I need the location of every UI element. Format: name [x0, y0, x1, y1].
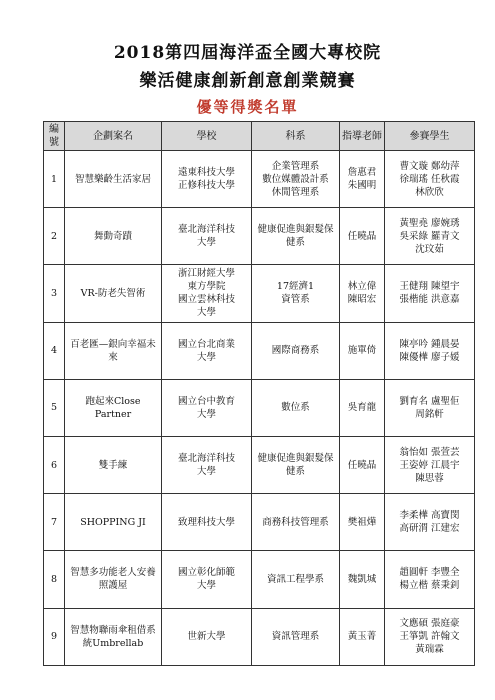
- table-header-row: [44, 122, 475, 151]
- title-line-2: 樂活健康創新創意創業競賽: [139, 71, 356, 91]
- cell-teacher: [340, 494, 385, 551]
- cell-students-line: 王健翔 陳望宇: [399, 281, 460, 293]
- cell-teacher-line: 吳育龍: [347, 402, 377, 414]
- cell-teacher-line: 陳昭宏: [347, 294, 377, 306]
- cell-no: 9: [44, 608, 65, 665]
- cell-school-line: 臺北海洋科技: [177, 224, 235, 236]
- cell-students-line: 徐瑞瑤 任秋霞: [399, 173, 460, 185]
- cell-school: [162, 151, 252, 208]
- cell-students: [385, 208, 475, 265]
- cell-project: 跑起來Close Partner: [65, 379, 162, 436]
- cell-students: [385, 265, 475, 322]
- cell-students-line: 曹文璇 鄭幼萍: [399, 160, 460, 172]
- cell-students-line: 林欣欣: [415, 186, 444, 198]
- cell-school: [162, 265, 252, 322]
- cell-school-line: 正修科技大學: [177, 180, 235, 192]
- awards-table: [43, 121, 475, 666]
- cell-dept: [252, 379, 340, 436]
- cell-dept-line: 資訊管理系: [271, 631, 320, 643]
- cell-school-line: 東方學院: [187, 281, 226, 293]
- cell-school-line: 大學: [196, 237, 216, 249]
- cell-school-line: 國立台北商業: [177, 338, 235, 350]
- cell-dept-line: 企業管理系: [271, 160, 320, 172]
- cell-dept: [252, 322, 340, 379]
- table-row: [44, 436, 475, 493]
- cell-teacher-line: 任曉晶: [347, 230, 377, 242]
- cell-students: [385, 494, 475, 551]
- cell-students-line: 張楷能 洪意嘉: [399, 294, 460, 306]
- cell-dept: [252, 494, 340, 551]
- cell-students-line: 劉育名 盧聖佢: [399, 395, 460, 407]
- cell-school-line: 國立台中教育: [177, 395, 235, 407]
- cell-teacher: [340, 322, 385, 379]
- header-school: 學校: [162, 122, 252, 151]
- cell-project: SHOPPING JI: [65, 494, 162, 551]
- cell-no: 7: [44, 494, 65, 551]
- cell-students-line: 王箏凱 許翰文: [399, 631, 460, 643]
- cell-project: 智慧樂齡生活家居: [65, 151, 162, 208]
- cell-school-line: 大學: [196, 408, 216, 420]
- cell-students: [385, 379, 475, 436]
- table-row: [44, 208, 475, 265]
- cell-no: 4: [44, 322, 65, 379]
- cell-teacher: [340, 208, 385, 265]
- header-students: 參賽學生: [385, 122, 475, 151]
- cell-teacher: [340, 436, 385, 493]
- cell-school-line: 大學: [196, 307, 216, 319]
- cell-students-line: 陳亭吟 鍾晨晏: [399, 338, 460, 350]
- cell-no: 5: [44, 379, 65, 436]
- cell-school: [162, 551, 252, 608]
- cell-teacher: [340, 551, 385, 608]
- table-row: [44, 322, 475, 379]
- cell-no: 8: [44, 551, 65, 608]
- cell-students: [385, 322, 475, 379]
- cell-dept-line: 數位系: [281, 402, 310, 414]
- header-teacher: 指導老師: [340, 122, 385, 151]
- cell-school-line: 大學: [196, 351, 216, 363]
- cell-school-line: 大學: [196, 580, 216, 592]
- cell-students-line: 黃聖堯 廖婉琇: [399, 217, 460, 229]
- cell-students-line: 陳優樺 廖子媛: [399, 351, 460, 363]
- cell-dept-line: 商務科技管理系: [262, 516, 329, 528]
- title-line-1: 2018第四屆海洋盃全國大專校院: [113, 43, 382, 63]
- cell-dept: [252, 151, 340, 208]
- cell-students-line: 王姿婷 江晨宇: [399, 459, 460, 471]
- cell-teacher: [340, 608, 385, 665]
- cell-school-line: 致理科技大學: [177, 516, 235, 528]
- cell-project: 智慧多功能老人安養照護屋: [65, 551, 162, 608]
- cell-school-line: 臺北海洋科技: [177, 453, 235, 465]
- cell-school: [162, 322, 252, 379]
- cell-students-line: 沈玟茹: [415, 243, 444, 255]
- cell-school-line: 浙江財經大學: [177, 268, 235, 280]
- table-row: [44, 494, 475, 551]
- cell-teacher-line: 任曉晶: [347, 459, 377, 471]
- cell-school: [162, 436, 252, 493]
- cell-school-line: 大學: [196, 466, 216, 478]
- cell-teacher: [340, 151, 385, 208]
- cell-dept: [252, 551, 340, 608]
- cell-teacher-line: 魏凱城: [347, 573, 377, 585]
- table-row: [44, 151, 475, 208]
- cell-students-line: 陳思蓉: [415, 472, 444, 484]
- cell-students: [385, 436, 475, 493]
- cell-school-line: 遠東科技大學: [177, 167, 235, 179]
- cell-dept-line: 數位媒體設計系: [262, 173, 329, 185]
- cell-project: 智慧物聯雨傘租借系統Umbrellab: [65, 608, 162, 665]
- subtitle: 優等得獎名單: [196, 98, 299, 116]
- cell-dept-line: 健康促進與銀髮保健系: [257, 453, 334, 478]
- cell-teacher: [340, 265, 385, 322]
- cell-dept-line: 17經濟1: [276, 281, 315, 293]
- cell-students: [385, 151, 475, 208]
- cell-project: 舞動奇蹟: [65, 208, 162, 265]
- cell-dept: [252, 265, 340, 322]
- cell-teacher-line: 朱國明: [347, 180, 377, 192]
- cell-school: [162, 208, 252, 265]
- cell-dept-line: 國際商務系: [271, 345, 320, 357]
- cell-dept-line: 資管系: [281, 294, 310, 306]
- cell-school-line: 國立雲林科技: [177, 294, 235, 306]
- table-row: [44, 379, 475, 436]
- cell-students-line: 文應碩 張庭豪: [399, 618, 460, 630]
- cell-teacher-line: 林立偉: [347, 281, 377, 293]
- cell-project: 百老匯—銀向幸福未來: [65, 322, 162, 379]
- cell-dept-line: 休閒管理系: [271, 186, 320, 198]
- cell-teacher: [340, 379, 385, 436]
- cell-dept: [252, 436, 340, 493]
- cell-students-line: 高研渭 江建宏: [399, 523, 460, 535]
- cell-students-line: 李柔樺 高寶閔: [399, 510, 460, 522]
- cell-students-line: 周銘軒: [415, 408, 444, 420]
- cell-teacher-line: 施單倚: [347, 345, 377, 357]
- table-body: [44, 151, 475, 666]
- cell-students-line: 吳采綠 羅青文: [399, 230, 460, 242]
- cell-students-line: 楊立楷 蔡秉釗: [399, 580, 460, 592]
- cell-no: 6: [44, 436, 65, 493]
- header-no: 編號: [44, 122, 65, 151]
- cell-dept-line: 健康促進與銀髮保健系: [257, 224, 334, 249]
- cell-teacher-line: 黃玉菁: [347, 631, 377, 643]
- cell-no: 1: [44, 151, 65, 208]
- cell-school: [162, 494, 252, 551]
- cell-dept: [252, 608, 340, 665]
- cell-students-line: 黃瑞霖: [415, 644, 444, 656]
- table-row: [44, 265, 475, 322]
- table-row: [44, 551, 475, 608]
- cell-school-line: 國立彰化師範: [177, 567, 235, 579]
- cell-teacher-line: 樊祖燁: [347, 516, 377, 528]
- cell-school-line: 世新大學: [187, 631, 226, 643]
- cell-school: [162, 379, 252, 436]
- cell-dept-line: 資訊工程學系: [266, 573, 324, 585]
- cell-teacher-line: 詹惠君: [347, 167, 377, 179]
- cell-dept: [252, 208, 340, 265]
- cell-no: 3: [44, 265, 65, 322]
- cell-school: [162, 608, 252, 665]
- header-dept: 科系: [252, 122, 340, 151]
- cell-project: VR-防老失智術: [65, 265, 162, 322]
- cell-students: [385, 608, 475, 665]
- header-project: 企劃案名: [65, 122, 162, 151]
- cell-students: [385, 551, 475, 608]
- table-row: [44, 608, 475, 665]
- cell-no: 2: [44, 208, 65, 265]
- cell-students-line: 翁怡如 張萱芸: [399, 446, 460, 458]
- cell-project: 雙手練: [65, 436, 162, 493]
- cell-students-line: 趙圓軒 李豐全: [399, 567, 460, 579]
